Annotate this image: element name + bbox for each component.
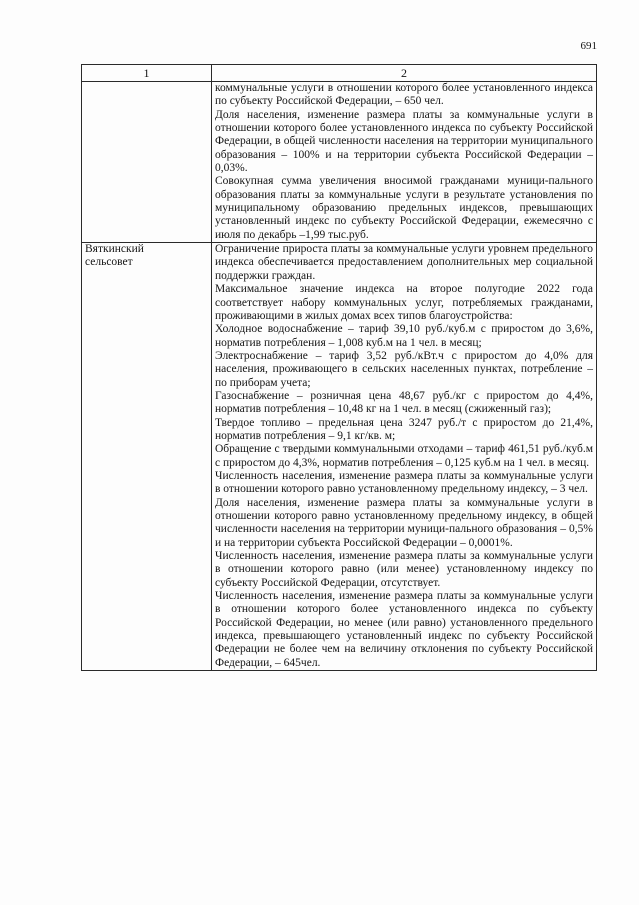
municipality-name-cell [82, 243, 212, 671]
paragraph: Холодное водоснабжение – тариф 39,10 руб./куб.м с приростом до 3,6%, норматив потребления – 1,008 куб.м на 1 чел. в месяц; [215, 323, 593, 349]
municipality-name-line: Вяткинский [85, 243, 144, 256]
paragraph: Обращение с твердыми коммунальными отходами – тариф 461,51 руб./куб.м с приростом до 4,3%, норматив потребления – 0,125 куб.м на 1 чел. в месяц. [215, 443, 593, 469]
paragraph: коммунальные услуги в отношении которого более установленного индекса по субъекту Российской Федерации, – 650 чел. [215, 82, 593, 108]
description-cell [212, 82, 597, 243]
paragraph: Ограничение прироста платы за коммунальные услуги уровнем предельного индекса обеспечивается предоставлением дополнительных мер социальной поддержки граждан. [215, 243, 593, 282]
municipality-name-cell [82, 82, 212, 243]
paragraph: Численность населения, изменение размера платы за коммунальные услуги в отношении которого равно (или менее) установленному индексу по субъекту Российской Федерации, отсутствует. [215, 550, 593, 589]
table-row [82, 82, 597, 243]
paragraph: Газоснабжение – розничная цена 48,67 руб./кг с приростом до 4,4%, норматив потребления – 10,48 кг на 1 чел. в месяц (сжиженный газ); [215, 389, 593, 416]
table-row [82, 243, 597, 671]
description-cell [212, 243, 597, 671]
column-header-2: 2 [212, 65, 597, 82]
paragraph: Максимальное значение индекса на второе полугодие 2022 года соответствует набору коммунальных услуг, потребляемых гражданами, проживающими в жилых домах всех типов благоустройства: [215, 283, 593, 322]
paragraph: Доля населения, изменение размера платы за коммунальные услуги в отношении которого более установленного индекса по субъекту Российской Федерации, в общей численности населения на территории муниципального образования – 100% и на территории субъекта Российской Федерации – 0,03%. [215, 108, 593, 175]
paragraph: Численность населения, изменение размера платы за коммунальные услуги в отношении которого равно установленному предельному индексу, – 3 чел. [215, 469, 593, 496]
data-table [81, 64, 597, 671]
paragraph: Доля населения, изменение размера платы за коммунальные услуги в отношении которого равно установленному предельному индексу, в общей численности населения на территории муници-пального образования – 0,5% и на территории субъекта Российской Федерации – 0,0001%. [215, 496, 593, 549]
municipality-name-line: сельсовет [85, 256, 133, 269]
paragraph: Твердое топливо – предельная цена 3247 руб./т с приростом до 21,4%, норматив потребления – 9,1 кг/кв. м; [215, 416, 593, 442]
table-header-row [82, 65, 597, 82]
column-header-1: 1 [82, 65, 212, 82]
page-number: 691 [580, 40, 597, 52]
paragraph: Совокупная сумма увеличения вносимой гражданами муници-пального образования платы за коммунальные услуги в результате установления по муниципальному образованию предельных индексов, превышающих установленный индекс по субъекту Российской Федерации, ежемесячно с июля по декабрь –1,99 тыс.руб. [215, 175, 593, 241]
paragraph: Электроснабжение – тариф 3,52 руб./кВт.ч с приростом до 4,0% для населения, проживающего в сельских населенных пунктах, потребление – по приборам учета; [215, 349, 593, 389]
paragraph: Численность населения, изменение размера платы за коммунальные услуги в отношении которого более установленного индекса по субъекту Российской Федерации, но менее (или равно) установленного предельного индекса, превышающего установленный индекс по субъекту Российской Федерации не более чем на величину отклонения по субъекту Российской Федерации, – 645чел. [215, 590, 593, 669]
